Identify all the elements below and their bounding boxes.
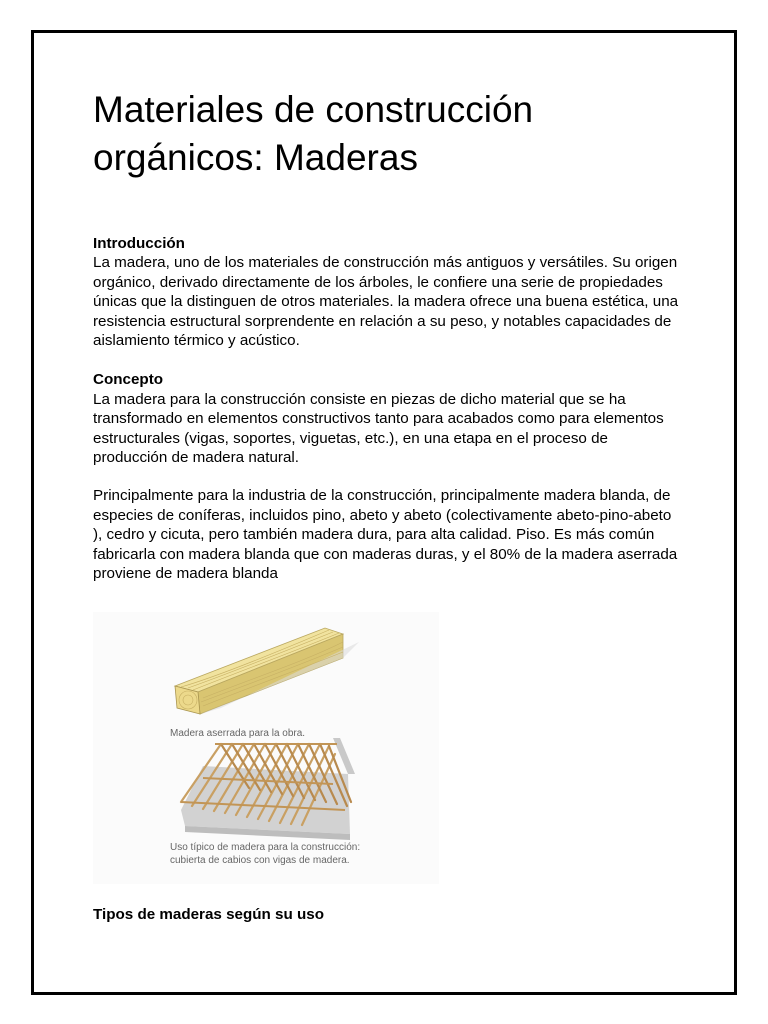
section-concepto [93,370,683,467]
document-content [93,86,683,584]
figure-caption-roof: Uso típico de madera para la construcción: cubierta de cabios con vigas de madera. [170,842,361,866]
page-title: Materiales de construcción orgánicos: Maderas [93,89,534,178]
section-heading-tipos: Tipos de maderas según su uso [93,906,324,923]
section-heading: Introducción [93,235,185,252]
roof-structure [181,738,355,840]
timber-figure [93,612,439,884]
section-body: Principalmente para la industria de la construcción, principalmente madera blanda, de especies de coníferas, incluidos pino, abeto y abeto (colectivamente abeto-pino-abeto ), cedro y cicuta, pero también madera dura, para alta calidad. Piso. Es más común fabricarla con madera blanda que con maderas duras, y el 80% de la madera aserrada proviene de madera blanda [93,487,678,583]
section-introduccion [93,234,683,350]
figure-caption-timber: Madera aserrada para la obra. [170,728,306,739]
section-heading: Concepto [93,371,164,389]
section-body: La madera, uno de los materiales de construcción más antiguos y versátiles. Su origen orgánico, derivado directamente de los árboles, le confiere una serie de propiedades únicas que la distinguen de otros materiales. la madera ofrece una buena estética, una resistencia estructural sorprendente en relación a su peso, y notables capacidades de aislamiento térmico y acústico. [93,254,679,350]
sawn-timber-beam [175,628,359,714]
section-paragraph [93,486,683,583]
section-body: La madera para la construcción consiste en piezas de dicho material que se ha transformado en elementos constructivos tanto para acabados como para elementos estructurales (vigas, soportes, viguetas, etc.), en una etapa en el proceso de producción de madera natural. [93,390,664,467]
